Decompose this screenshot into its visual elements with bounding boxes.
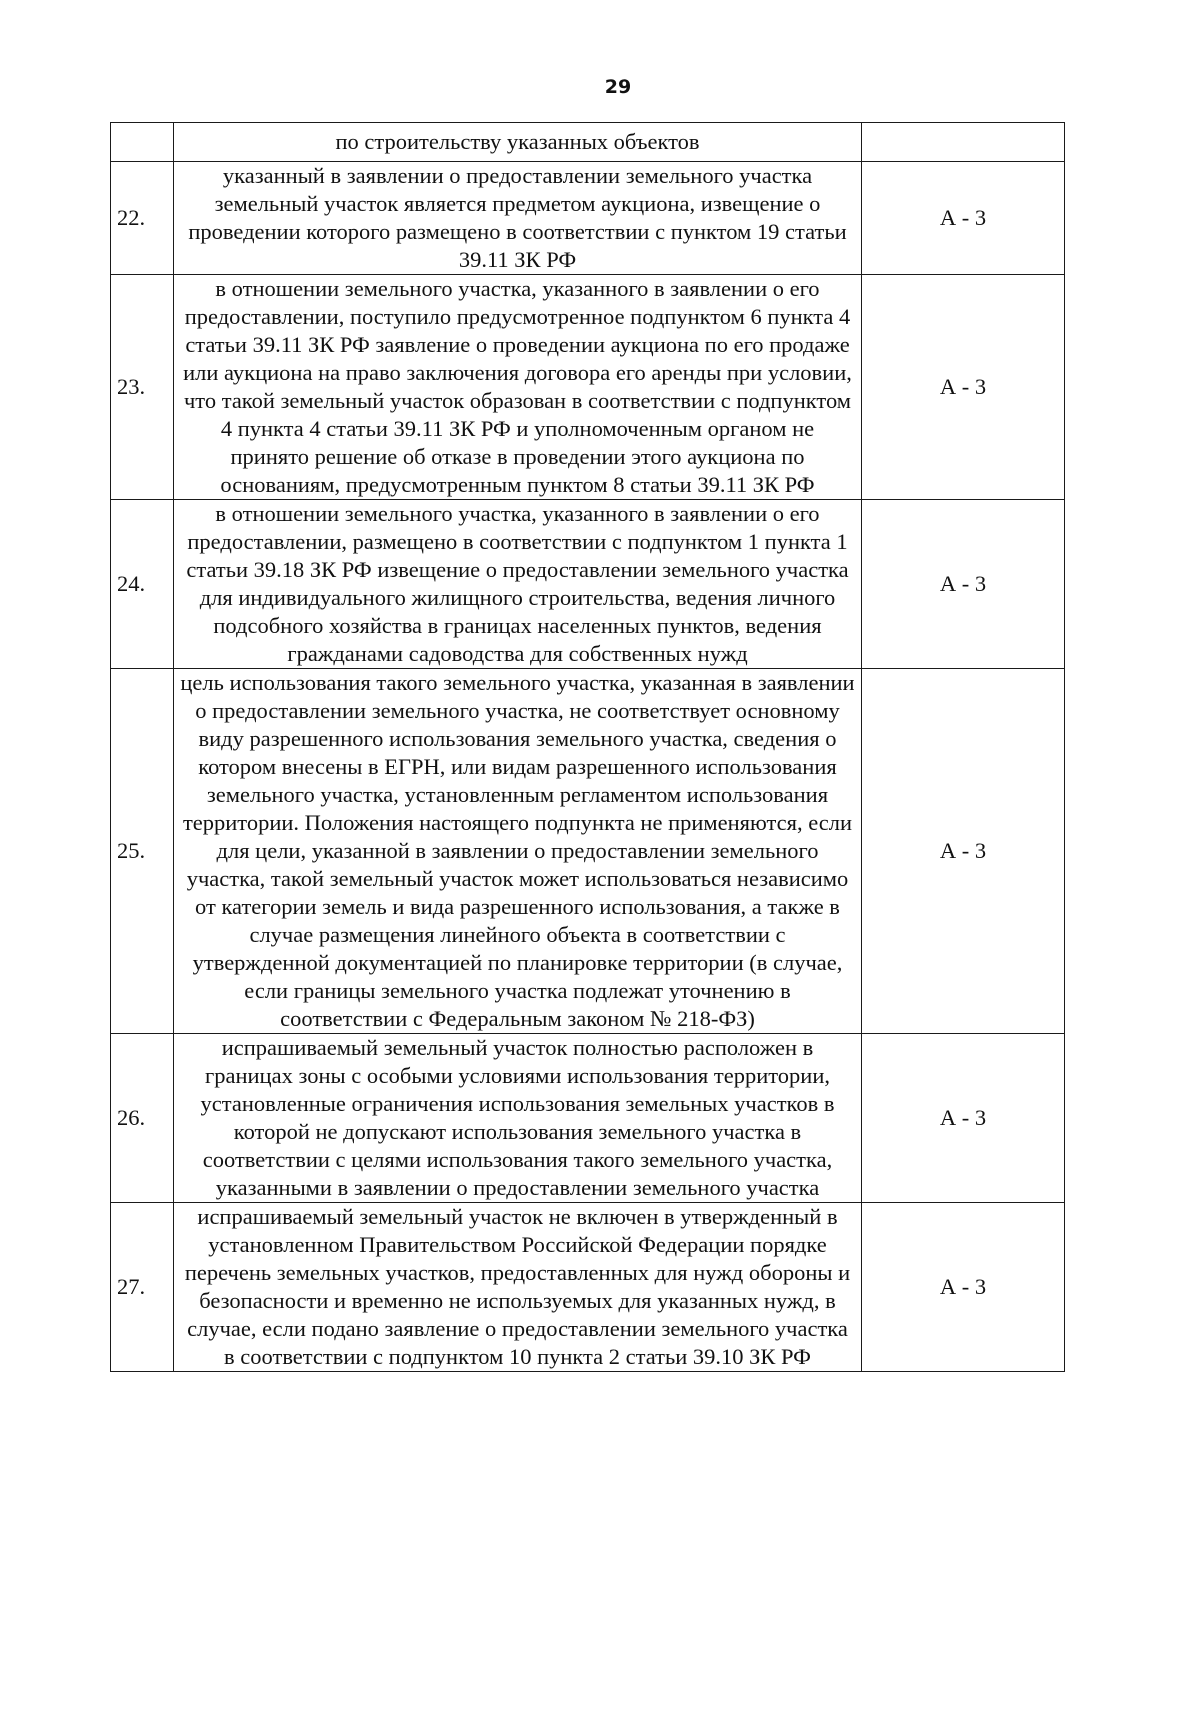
row-number: 26.	[111, 1034, 174, 1203]
grounds-table	[110, 122, 1065, 1372]
row-code: А - 3	[862, 1034, 1065, 1203]
row-text: по строительству указанных объектов	[174, 123, 862, 162]
row-text: в отношении земельного участка, указанного в заявлении о его предоставлении, поступило предусмотренное подпунктом 6 пункта 4 статьи 39.11 ЗК РФ заявление о проведении аукциона по его продаже или аукциона на право заключения договора его аренды при условии, что такой земельный участок образован в соответствии с подпунктом 4 пункта 4 статьи 39.11 ЗК РФ и уполномоченным органом не принято решение об отказе в проведении этого аукциона по основаниям, предусмотренным пунктом 8 статьи 39.11 ЗК РФ	[174, 275, 862, 500]
table-row	[111, 275, 1065, 500]
row-code: А - 3	[862, 669, 1065, 1034]
row-text: испрашиваемый земельный участок полностью расположен в границах зоны с особыми условиями использования территории, установленные ограничения использования земельных участков в которой не допускают использования земельного участка в соответствии с целями использования такого земельного участка, указанными в заявлении о предоставлении земельного участка	[174, 1034, 862, 1203]
row-number: 22.	[111, 162, 174, 275]
row-text: указанный в заявлении о предоставлении земельного участка земельный участок является предметом аукциона, извещение о проведении которого размещено в соответствии с пунктом 19 статьи 39.11 ЗК РФ	[174, 162, 862, 275]
row-code: А - 3	[862, 500, 1065, 669]
row-number: 23.	[111, 275, 174, 500]
table-row	[111, 1203, 1065, 1372]
table-row	[111, 1034, 1065, 1203]
row-number	[111, 123, 174, 162]
row-number: 24.	[111, 500, 174, 669]
table-row	[111, 162, 1065, 275]
row-code	[862, 123, 1065, 162]
row-text: в отношении земельного участка, указанного в заявлении о его предоставлении, размещено в соответствии с подпунктом 1 пункта 1 статьи 39.18 ЗК РФ извещение о предоставлении земельного участка для индивидуального жилищного строительства, ведения личного подсобного хозяйства в границах населенных пунктов, ведения гражданами садоводства для собственных нужд	[174, 500, 862, 669]
row-text: цель использования такого земельного участка, указанная в заявлении о предоставлении земельного участка, не соответствует основному виду разрешенного использования земельного участка, сведения о котором внесены в ЕГРН, или видам разрешенного использования земельного участка, установленным регламентом использования территории. Положения настоящего подпункта не применяются, если для цели, указанной в заявлении о предоставлении земельного участка, такой земельный участок может использоваться независимо от категории земель и вида разрешенного использования, а также в случае размещения линейного объекта в соответствии с утвержденной документацией по планировке территории (в случае, если границы земельного участка подлежат уточнению в соответствии с Федеральным законом № 218-ФЗ)	[174, 669, 862, 1034]
row-number: 27.	[111, 1203, 174, 1372]
table-row	[111, 500, 1065, 669]
table-row	[111, 123, 1065, 162]
row-code: А - 3	[862, 275, 1065, 500]
row-text: испрашиваемый земельный участок не включен в утвержденный в установленном Правительством Российской Федерации порядке перечень земельных участков, предоставленных для нужд обороны и безопасности и временно не используемых для указанных нужд, в случае, если подано заявление о предоставлении земельного участка в соответствии с подпунктом 10 пункта 2 статьи 39.10 ЗК РФ	[174, 1203, 862, 1372]
row-code: А - 3	[862, 162, 1065, 275]
page-number: 29	[604, 76, 632, 98]
row-code: А - 3	[862, 1203, 1065, 1372]
table-row	[111, 669, 1065, 1034]
row-number: 25.	[111, 669, 174, 1034]
